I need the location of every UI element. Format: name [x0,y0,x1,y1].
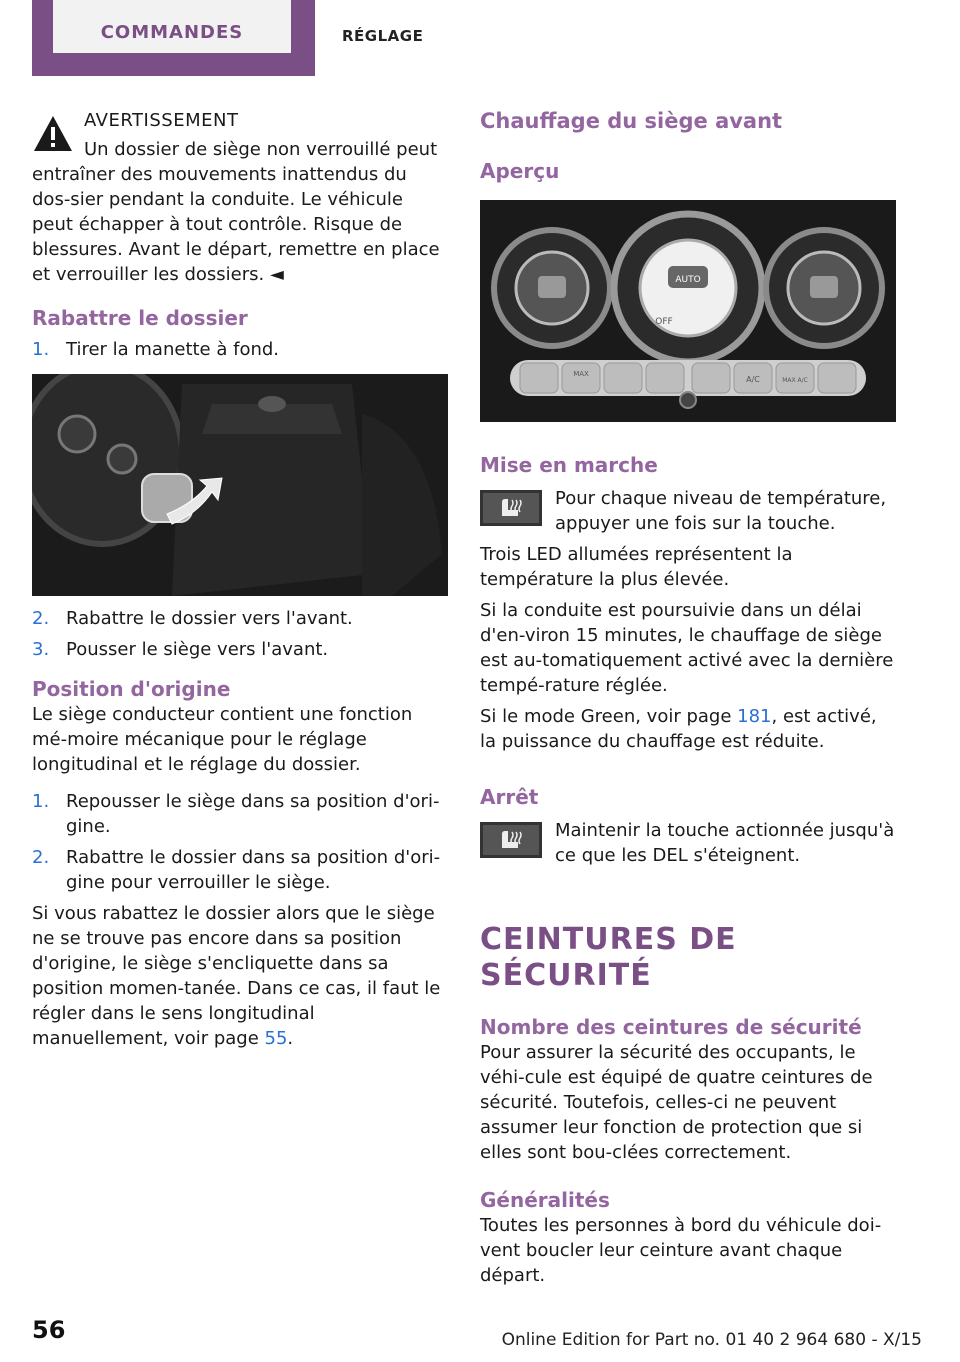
left-column [32,108,448,1057]
origin-paragraph: Si vous rabattez le dossier alors que le siège ne se trouve pas encore dans sa position d'origine, le siège s'encliquette dans sa position momen-tanée. Dans ce cas, il faut le régler dans le sens longitudinal manuellement, voir page 55. [32,903,441,1049]
list-item: 1. Tirer la manette à fond. [32,339,280,360]
fold-steps-a [32,337,448,362]
seat-heating-key-off [480,818,896,868]
right-column [480,108,896,1294]
seat-heating-key-on [480,486,896,536]
header-tabbar [0,0,960,76]
heading-origin-position: Position d'origine [32,677,231,701]
warning-block [32,108,448,287]
list-item: 2. Rabattre le dossier vers l'avant. [32,608,353,629]
list-item: 1. Repousser le siège dans sa position d'ori-gine. [32,791,440,837]
heading-switch-off: Arrêt [480,785,539,809]
page-number: 56 [32,1316,66,1344]
panel-label-ac: A/C [746,375,760,384]
heading-switch-on: Mise en marche [480,453,658,477]
warning-title: AVERTISSEMENT [84,110,239,131]
switch-off-key-text: Maintenir la touche actionnée jusqu'à ce que les DEL s'éteignent. [555,820,895,866]
switch-on-p1: Trois LED allumées représentent la température la plus élevée. [480,544,793,590]
warning-icon [32,114,74,154]
origin-steps [32,789,448,895]
seat-heating-button-icon [480,490,542,526]
panel-label-auto: AUTO [675,275,701,285]
heading-belt-count: Nombre des ceintures de sécurité [480,1015,862,1039]
heading-apercu: Aperçu [480,159,560,183]
general-paragraph: Toutes les personnes à bord du véhicule doi-vent boucler leur ceinture avant chaque départ. [480,1215,882,1286]
switch-on-p3: Si le mode Green, voir page 181, est activé, la puissance du chauffage est réduite. [480,706,877,752]
belt-count-paragraph: Pour assurer la sécurité des occupants, le véhi-cule est équipé de quatre ceintures de sécurité. Toutefois, celles-ci ne peuvent assumer leur fonction de protection que si elles sont bou-clées correctement. [480,1042,873,1163]
switch-on-p2: Si la conduite est poursuivie dans un délai d'en-viron 15 minutes, le chauffage de siège est au-tomatiquement activé avec la dernière tempé-rature réglée. [480,600,894,696]
seat-heating-button-icon [480,822,542,858]
seat-lever-photo [32,374,448,596]
tab-commandes[interactable] [32,0,315,76]
heading-fold-backrest: Rabattre le dossier [32,306,248,330]
page-link-181[interactable]: 181 [737,706,772,727]
list-item: 3. Pousser le siège vers l'avant. [32,639,329,660]
tab-commandes-label: COMMANDES [53,0,291,53]
climate-panel-photo [480,200,896,422]
tab-reglage[interactable]: RÉGLAGE [342,27,424,45]
fold-steps-b [32,606,448,662]
switch-on-key-text: Pour chaque niveau de température, appuyer une fois sur la touche. [555,488,887,534]
list-item: 2. Rabattre le dossier dans sa position d'ori-gine pour verrouiller le siège. [32,847,441,893]
heading-general: Généralités [480,1188,610,1212]
panel-label-off: OFF [655,317,673,327]
end-mark: ◄ [269,264,284,285]
page-link-55[interactable]: 55 [264,1028,288,1049]
heading-seat-heating: Chauffage du siège avant [480,109,783,133]
section-seat-belts: CEINTURES DE SÉCURITÉ [480,922,737,993]
edition-note: Online Edition for Part no. 01 40 2 964 680 - X/15 [501,1330,922,1350]
origin-intro: Le siège conducteur contient une fonction mé-moire mécanique pour le réglage longitudinal et le réglage du dossier. [32,704,413,775]
panel-label-max-ac: MAX A/C [782,377,808,384]
warning-body: Un dossier de siège non verrouillé peut entraîner des mouvements inattendus du dos-sier pendant la conduite. Le véhicule peut échapper à tout contrôle. Risque de blessures. Avant le départ, remettre en place et verrouiller les dossiers. ◄ [32,139,440,285]
panel-label-max: MAX [573,370,589,378]
